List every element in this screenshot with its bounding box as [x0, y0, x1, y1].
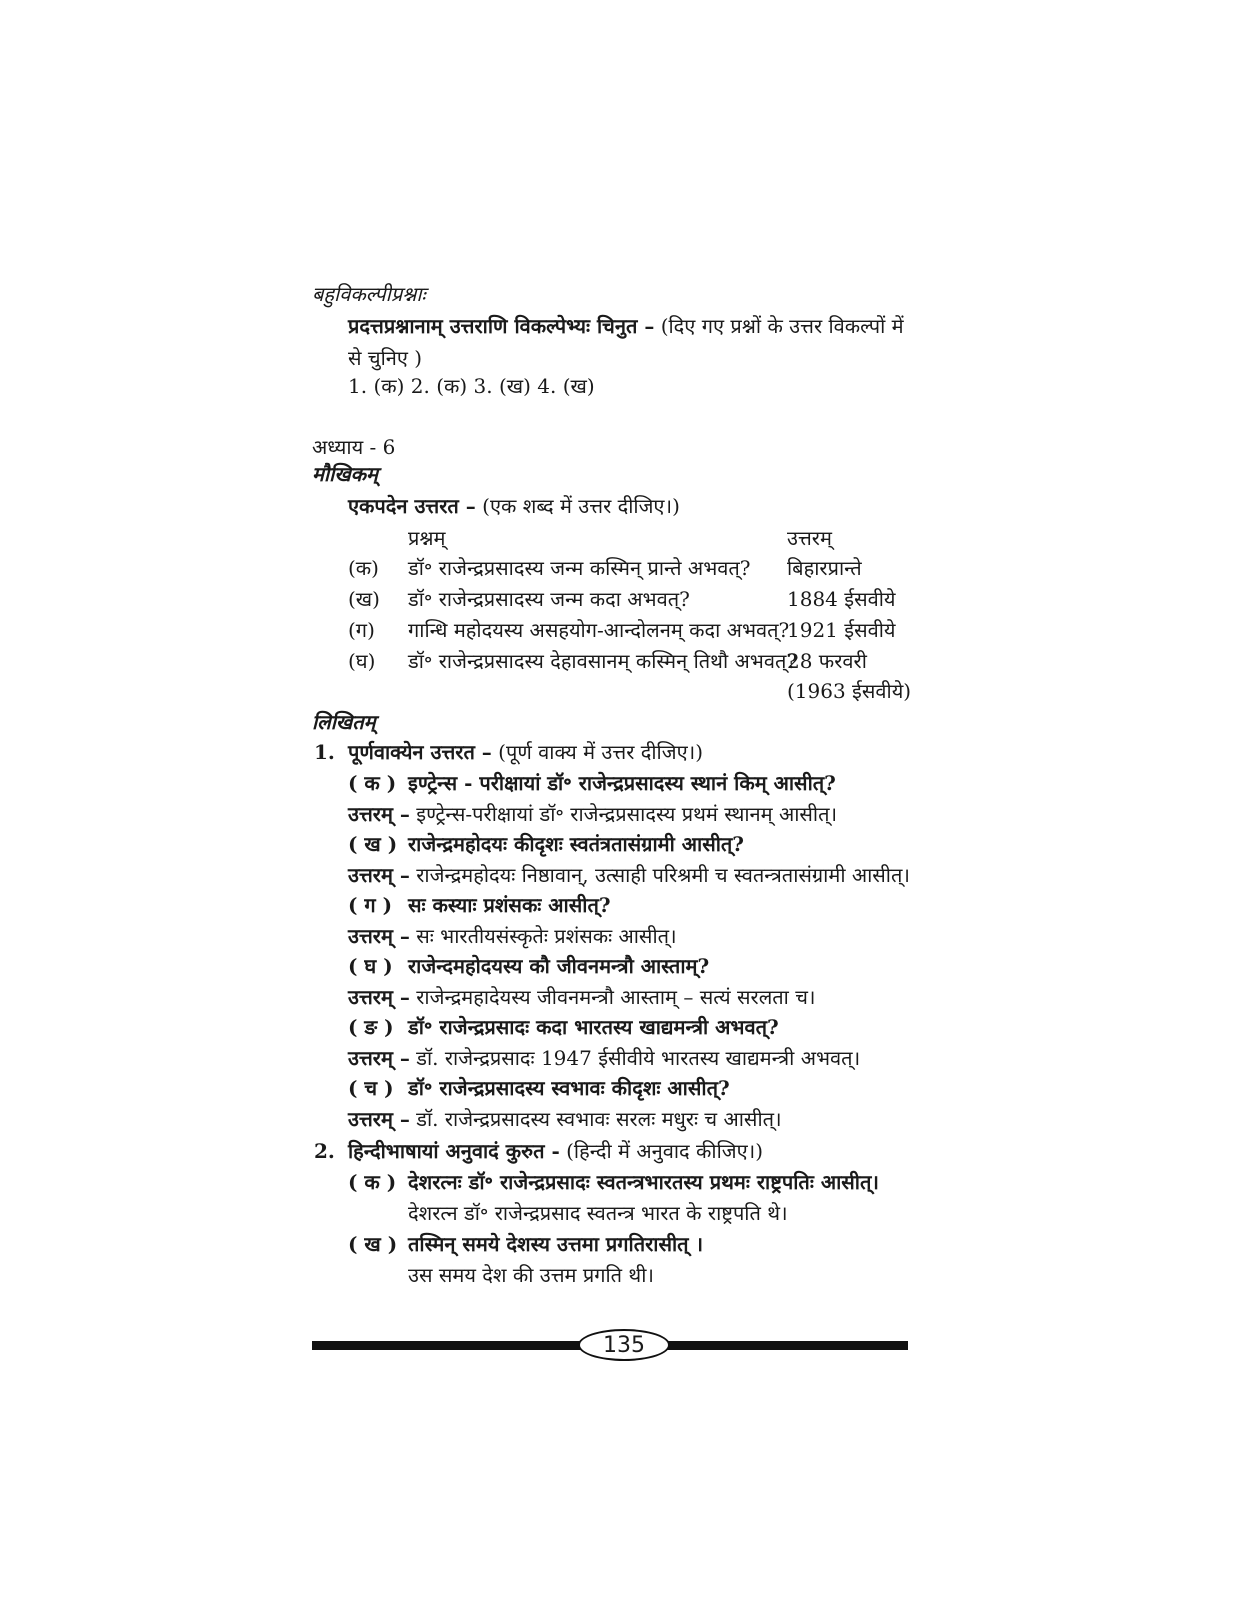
oral-instruction	[348, 492, 680, 520]
table-row-answer: बिहारप्रान्ते	[787, 556, 862, 580]
table-row-question: डॉ॰ राजेन्द्रप्रसादस्य देहावसानम् कस्मिन् तिथौ अभवत्?	[408, 649, 798, 673]
oral-heading: मौखिकम्	[312, 462, 378, 486]
item-label: ( ग )	[348, 893, 393, 917]
table-row-label: (क)	[348, 556, 379, 580]
item-label: ( ख )	[348, 1232, 398, 1256]
oral-instruction-bold: एकपदेन उत्तरत –	[348, 494, 476, 518]
q2-instruction-hindi: (हिन्दी में अनुवाद कीजिए।)	[566, 1139, 764, 1163]
q2-instruction	[348, 1137, 763, 1165]
q2-instruction-bold: हिन्दीभाषायां अनुवादं कुरुत -	[348, 1139, 560, 1163]
item-question: डॉ॰ राजेन्द्रप्रसादः कदा भारतस्य खाद्यमन्त्री अभवत्?	[408, 1015, 779, 1039]
footer-rule-right	[666, 1341, 908, 1350]
mcq-instruction-hindi: (दिए गए प्रश्नों के उत्तर विकल्पों में	[660, 314, 904, 338]
mcq-instruction	[348, 312, 904, 340]
answer-text: सः भारतीयसंस्कृतेः प्रशंसकः आसीत्।	[416, 924, 677, 948]
item-answer	[348, 983, 815, 1011]
answer-prefix: उत्तरम् –	[348, 1107, 410, 1131]
item-answer	[348, 1105, 782, 1133]
item-label: ( क )	[348, 1170, 397, 1194]
item-label: ( ख )	[348, 832, 398, 856]
table-row-answer: 1921 ईसवीये	[787, 618, 896, 642]
translation-sanskrit: तस्मिन् समये देशस्य उत्तमा प्रगतिरासीत् ।	[408, 1232, 704, 1256]
answer-prefix: उत्तरम् –	[348, 985, 410, 1009]
page-number: 135	[578, 1329, 670, 1361]
mcq-instruction-bold: प्रदत्तप्रश्नानाम् उत्तराणि विकल्पेभ्यः चिनुत –	[348, 314, 655, 338]
item-answer	[348, 1044, 860, 1072]
answer-text: डॉ. राजेन्द्रप्रसादः 1947 ईसीवीये भारतस्य खाद्यमन्त्री अभवत्।	[416, 1046, 861, 1070]
mcq-heading: बहुविकल्पीप्रश्नाः	[312, 282, 426, 306]
table-row-answer-cont: (1963 ईसवीये)	[787, 679, 912, 703]
q1-instruction-bold: पूर्णवाक्येन उत्तरत –	[348, 740, 492, 764]
translation-sanskrit: देशरत्नः डॉ॰ राजेन्द्रप्रसादः स्वतन्त्रभारतस्य प्रथमः राष्ट्रपतिः आसीत्।	[408, 1170, 879, 1194]
question-number: 1.	[314, 740, 335, 764]
item-label: ( घ )	[348, 954, 393, 978]
item-label: ( क )	[348, 771, 397, 795]
answer-prefix: उत्तरम् –	[348, 863, 410, 887]
translation-hindi: उस समय देश की उत्तम प्रगति थी।	[408, 1263, 654, 1287]
q1-instruction-hindi: (पूर्ण वाक्य में उत्तर दीजिए।)	[498, 740, 704, 764]
table-row-answer: 28 फरवरी	[787, 649, 867, 673]
written-heading: लिखितम्	[312, 710, 376, 734]
answer-text: डॉ. राजेन्द्रप्रसादस्य स्वभावः सरलः मधुरः च आसीत्।	[416, 1107, 782, 1131]
mcq-answers: 1. (क) 2. (क) 3. (ख) 4. (ख)	[348, 374, 595, 398]
item-question: इण्ट्रेन्स - परीक्षायां डॉ॰ राजेन्द्रप्रसादस्य स्थानं किम् आसीत्?	[408, 771, 836, 795]
column-header-answer: उत्तरम्	[787, 526, 832, 550]
table-row-answer: 1884 ईसवीये	[787, 587, 896, 611]
answer-prefix: उत्तरम् –	[348, 1046, 410, 1070]
item-question: सः कस्याः प्रशंसकः आसीत्?	[408, 893, 611, 917]
item-answer	[348, 922, 677, 950]
table-row-question: डॉ॰ राजेन्द्रप्रसादस्य जन्म कदा अभवत्?	[408, 587, 690, 611]
translation-hindi: देशरत्न डॉ॰ राजेन्द्रप्रसाद स्वतन्त्र भारत के राष्ट्रपति थे।	[408, 1201, 788, 1225]
q1-instruction	[348, 738, 703, 766]
mcq-instruction-cont: से चुनिए )	[348, 346, 423, 370]
answer-text: राजेन्द्रमहादेयस्य जीवनमन्त्रौ आस्ताम् – सत्यं सरलता च।	[416, 985, 816, 1009]
answer-text: राजेन्द्रमहोदयः निष्ठावान्, उत्साही परिश्रमी च स्वतन्त्रतासंग्रामी आसीत्।	[416, 863, 910, 887]
item-label: ( ङ )	[348, 1015, 394, 1039]
item-question: राजेन्द्रमहोदयः कीदृशः स्वतंत्रतासंग्रामी आसीत्?	[408, 832, 745, 856]
table-row-label: (ग)	[348, 618, 375, 642]
item-answer	[348, 861, 910, 889]
chapter-title: अध्याय - 6	[312, 435, 396, 459]
table-row-label: (ख)	[348, 587, 380, 611]
item-answer	[348, 800, 837, 828]
footer-rule-left	[312, 1341, 582, 1350]
item-question: राजेन्दमहोदयस्य कौ जीवनमन्त्रौ आस्ताम्?	[408, 954, 710, 978]
question-number: 2.	[314, 1139, 335, 1163]
item-label: ( च )	[348, 1076, 394, 1100]
answer-prefix: उत्तरम् –	[348, 924, 410, 948]
item-question: डॉ॰ राजेन्द्रप्रसादस्य स्वभावः कीदृशः आसीत्?	[408, 1076, 730, 1100]
table-row-label: (घ)	[348, 649, 376, 673]
column-header-question: प्रश्नम्	[408, 526, 446, 550]
oral-instruction-hindi: (एक शब्द में उत्तर दीजिए।)	[482, 494, 680, 518]
table-row-question: गान्धि महोदयस्य असहयोग-आन्दोलनम् कदा अभवत्?	[408, 618, 790, 642]
answer-text: इण्ट्रेन्स-परीक्षायां डॉ॰ राजेन्द्रप्रसादस्य प्रथमं स्थानम् आसीत्।	[416, 802, 838, 826]
answer-prefix: उत्तरम् –	[348, 802, 410, 826]
table-row-question: डॉ॰ राजेन्द्रप्रसादस्य जन्म कस्मिन् प्रान्ते अभवत्?	[408, 556, 751, 580]
